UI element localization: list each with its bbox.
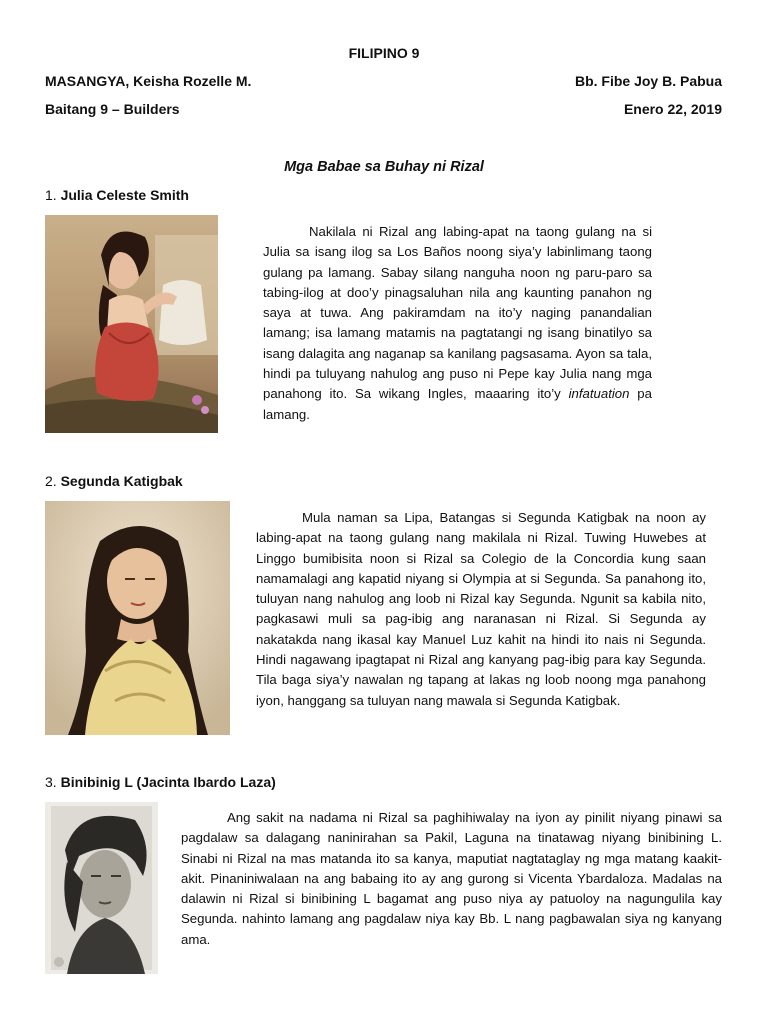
section-paragraph-3 (181, 808, 722, 950)
grade-section: Baitang 9 – Builders (45, 101, 180, 117)
section-name: Binibinig L (Jacinta Ibardo Laza) (60, 774, 276, 790)
segunda-portrait-image (45, 501, 230, 735)
date: Enero 22, 2019 (623, 101, 722, 117)
subject-heading: FILIPINO 9 (348, 45, 420, 61)
paragraph-text: Ang sakit na nadama ni Rizal sa paghihiwalay na iyon ay pinilit niyang pinawi sa pagdalaw sa dalagang naninirahan sa Pakil, Laguna na tinatawag niyang binibining L. Sinabi ni Rizal na mas matanda ito sa kanya, maputiat nagtataglay ng mga matang kaakit-akit. Pinaniniwalaan na ang babaing ito ay ang gurong si Vicenta Ybardaloza. Madalas na dalawin ni Rizal si binibining L bagamat ang puso niya ay patuoloy na nagungulila kay Segunda. nahinto lamang ang pagdalaw niya kay Bb. L nang pagbawalan siya ng kanyang ama. (181, 810, 722, 947)
binibining-l-portrait-image (45, 802, 158, 974)
section-name: Julia Celeste Smith (60, 187, 189, 203)
julia-portrait-image (45, 215, 218, 433)
section-paragraph-2 (256, 508, 706, 711)
student-name: MASANGYA, Keisha Rozelle M. (45, 73, 252, 89)
section-name: Segunda Katigbak (60, 473, 183, 489)
section-number: 2. (45, 473, 57, 489)
italic-term: infatuation (568, 386, 630, 402)
section-heading-2 (45, 473, 183, 489)
teacher-name: Bb. Fibe Joy B. Pabua (574, 73, 722, 89)
page-title: Mga Babae sa Buhay ni Rizal (284, 159, 484, 175)
section-heading-1 (45, 187, 189, 203)
paragraph-text-end: pa lamang. (263, 386, 652, 422)
section-number: 1. (45, 187, 57, 203)
section-paragraph-1 (263, 222, 652, 425)
paragraph-text: Mula naman sa Lipa, Batangas si Segunda Katigbak na noon ay labing-apat na taong gulang nang makilala ni Rizal. Tuwing Huwebes at Linggo bumibisita noon si Rizal sa Colegio de la Concordia kung saan namamalagi ang kapatid niyang si Olympia at si Segunda. Sa panahong ito, tuluyan nang nahulog ang loob ni Rizal kay Segunda. Ngunit sa kabila nito, pagkasawi muli sa pag-ibig ang naranasan ni Rizal. Si Segunda ay nakatakda nang ikasal kay Manuel Luz kahit na hindi ito nais ni Segunda. Hindi nagawang ipagtapat ni Rizal ang kanyang pag-ibig para kay Segunda. Tila baga siya’y nawalan ng tapang at lakas ng loob noong mga panahong iyon, hanggang sa tuluyan nang mawala si Segunda Katigbak. (256, 510, 706, 708)
section-number: 3. (45, 774, 57, 790)
paragraph-text: Nakilala ni Rizal ang labing-apat na taong gulang na si Julia sa isang ilog sa Los Baños noong siya’y labinlimang taong gulang pa lamang. Sabay silang nanguha noon ng paru-paro sa tabing-ilog at doo’y pinagsaluhan nila ang kaunting panahon ng saya at tuwa. Ang pakiramdam na ito’y naging panandalian lamang; isa lamang matamis na pagtatangi ng isang binatilyo sa isang dalagita ang naganap sa kanilang pagsasama. Ayon sa tala, hindi pa tuluyang nahulog ang puso ni Pepe kay Julia nang mga panahong ito. Sa wikang Ingles, maaaring ito’y (263, 224, 652, 402)
section-heading-3 (45, 774, 276, 790)
